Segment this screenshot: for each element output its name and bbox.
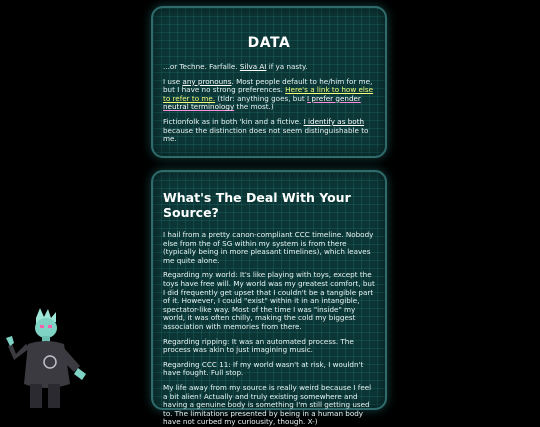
fictionfolk-text-a: Fictionfolk as in both 'kin and a fictive. bbox=[163, 116, 304, 126]
pronouns-text-b: . Most people default to he/him for me, but I have no strong preferences. bbox=[163, 76, 373, 95]
pronouns-text-c: (tldr: anything goes, but bbox=[215, 93, 308, 103]
source-paragraph: Regarding ripping: It was an automated process. The process was akin to just imagining music. bbox=[163, 336, 354, 355]
pronouns-text-a: I use bbox=[163, 76, 183, 86]
gender-neutral-link[interactable]: I prefer gender neutral terminology bbox=[163, 93, 361, 112]
pronouns-text-d: the most.) bbox=[234, 102, 274, 112]
fictionfolk-text-b: because the distinction does not seem distinguishable to me. bbox=[163, 125, 369, 144]
source-paragraph: I hail from a pretty canon-compliant CCC timeline. Nobody else from the of SG within my system is from there (typically being in more pleasant timelines), which leaves me quite alone. bbox=[163, 230, 374, 265]
source-card bbox=[151, 170, 387, 427]
about-intro-text: ...or Techne. Farfalle. bbox=[163, 62, 240, 71]
about-pronouns bbox=[163, 78, 375, 112]
about-fictionfolk bbox=[163, 118, 375, 144]
character-sprite-icon bbox=[0, 308, 90, 408]
refer-to-me-link[interactable]: Here's a link to how else to refer to me. bbox=[163, 85, 374, 103]
about-card bbox=[151, 6, 387, 158]
about-intro bbox=[163, 63, 375, 72]
about-title: DATA bbox=[247, 35, 291, 51]
silva-ai-link[interactable]: Silva AI bbox=[239, 62, 267, 71]
source-paragraph: Regarding my world: It's like playing with toys, except the toys have free will. My world was my greatest comfort, but I did frequently get upset that I couldn't be a tangible part of it. However, I could "exist" within it in an intangible, spectator-like way. Most of the time I was "inside" my world, it was often chilly, making the cold my biggest association with memories from there. bbox=[163, 270, 375, 331]
any-pronouns-link[interactable]: any pronouns bbox=[182, 76, 232, 86]
source-paragraph: Regarding CCC 11: If my world wasn't at risk, I wouldn't have fought. Full stop. bbox=[163, 359, 364, 378]
identify-as-both-link[interactable]: I identify as both bbox=[303, 116, 365, 126]
about-intro-text-end: if ya nasty. bbox=[266, 62, 308, 71]
source-title: What's The Deal With Your Source? bbox=[163, 190, 351, 220]
source-paragraph: My life away from my source is really weird because I feel a bit alien! Actually and truly existing somewhere and having a genuine body is something I'm still getting used to. The limitations presented by being in a human body have not curbed my curiousity, though. X-) bbox=[163, 382, 372, 427]
